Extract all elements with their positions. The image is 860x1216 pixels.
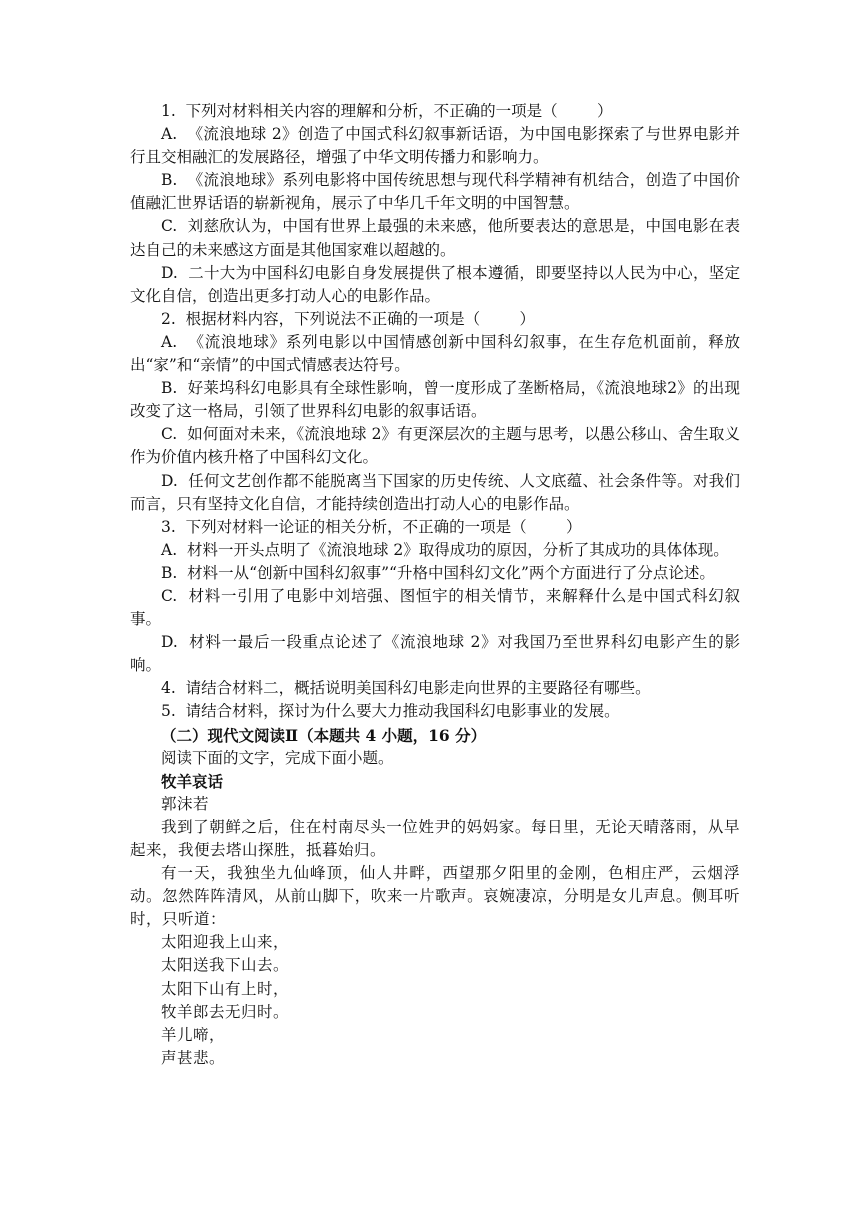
passage-paragraph-1: 我到了朝鲜之后，住在村南尽头一位姓尹的妈妈家。每日里，无论天晴落雨，从早起来，我便去塔山探胜，抵暮始归。 [130, 817, 740, 859]
question-4: 4. 请结合材料二，概括说明美国科幻电影走向世界的主要路径有哪些。 [161, 679, 651, 698]
song-line: 声甚悲。 [161, 1048, 226, 1067]
question-2-option-b: B. 好莱坞科幻电影具有全球性影响，曾一度形成了垄断格局，《流浪地球2》的出现改变了这一格局，引领了世界科幻电影的叙事话语。 [130, 379, 740, 421]
question-3-option-c: C. 材料一引用了电影中刘培强、图恒宇的相关情节，来解释什么是中国式科幻叙事。 [130, 586, 740, 629]
question-2-option-a: A. 《流浪地球》系列电影以中国情感创新中国科幻叙事，在生存危机面前，释放出“家”和“亲情”的中国式情感表达符号。 [130, 332, 740, 375]
question-2-option-c: C. 如何面对未来，《流浪地球 2》有更深层次的主题与思考，以愚公移山、舍生取义作为价值内核升格了中国科幻文化。 [130, 425, 740, 467]
document-page [130, 100, 740, 1070]
question-3-option-d: D. 材料一最后一段重点论述了《流浪地球 2》对我国乃至世界科幻电影产生的影响。 [130, 633, 740, 675]
song-line: 太阳送我下山去。 [161, 956, 290, 975]
passage-paragraph-2: 有一天，我独坐九仙峰顶，仙人井畔，西望那夕阳里的金刚，色相庄严，云烟浮动。忽然阵阵清风，从前山脚下，吹来一片歌声。哀婉凄凉，分明是女儿声息。侧耳听时，只听道： [130, 864, 740, 929]
song-line: 牧羊郎去无归时。 [161, 1002, 290, 1021]
song-line: 羊儿啼， [161, 1025, 226, 1044]
question-3-stem: 3. 下列对材料一论证的相关分析，不正确的一项是（ ） [161, 517, 582, 536]
question-1-option-c: C. 刘慈欣认为，中国有世界上最强的未来感，他所要表达的意思是，中国电影在表达自己的未来感这方面是其他国家难以超越的。 [130, 217, 740, 259]
passage-author: 郭沫若 [161, 794, 210, 813]
question-5: 5. 请结合材料，探讨为什么要大力推动我国科幻电影事业的发展。 [161, 702, 620, 721]
song-line: 太阳迎我上山来， [161, 933, 290, 952]
question-1-stem: 1. 下列对材料相关内容的理解和分析，不正确的一项是（ ） [161, 102, 613, 120]
question-2-option-d: D. 任何文艺创作都不能脱离当下国家的历史传统、人文底蕴、社会条件等。对我们而言，只有坚持文化自信，才能持续创造出打动人心的电影作品。 [130, 471, 740, 513]
section-2-heading: （二）现代文阅读Ⅱ（本题共 4 小题，16 分） [161, 725, 487, 745]
song-line: 太阳下山有上时， [161, 979, 290, 998]
question-1-option-b: B. 《流浪地球》系列电影将中国传统思想与现代科学精神有机结合，创造了中国价值融汇世界话语的崭新视角，展示了中华几千年文明的中国智慧。 [130, 171, 740, 213]
section-2-instruction: 阅读下面的文字，完成下面小题。 [161, 748, 394, 767]
question-3-option-b: B. 材料一从“创新中国科幻叙事”“升格中国科幻文化”两个方面进行了分点论述。 [161, 563, 715, 582]
question-1-option-a: A. 《流浪地球 2》创造了中国式科幻叙事新话语，为中国电影探索了与世界电影并行且交相融汇的发展路径，增强了中华文明传播力和影响力。 [130, 125, 740, 167]
question-1-option-d: D. 二十大为中国科幻电影自身发展提供了根本遵循，即要坚持以人民为中心，坚定文化自信，创造出更多打动人心的电影作品。 [130, 263, 740, 305]
question-2-stem: 2. 根据材料内容，下列说法不正确的一项是（ ） [161, 309, 536, 328]
passage-title: 牧羊哀话 [161, 771, 224, 791]
question-3-option-a: A. 材料一开头点明了《流浪地球 2》取得成功的原因，分析了其成功的具体体现。 [161, 540, 729, 559]
